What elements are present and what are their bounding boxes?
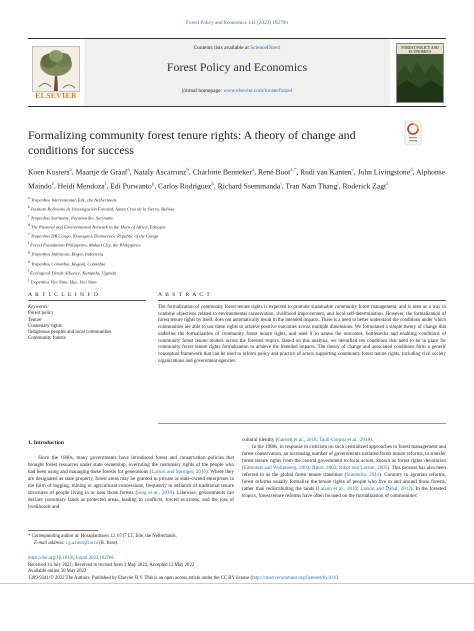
text-run: ;: [357, 486, 361, 493]
publisher-logo[interactable]: [30, 44, 78, 102]
journal-banner: [84, 39, 390, 106]
affiliation-mark: j: [28, 277, 29, 282]
text-run: ). Where they are designated as state property, forest areas may be granted to private or state-owned enterprises in the form of logging, mining or agricultural concessions, frequently in defiance of traditional tenure structures of people living in or near those forests (: [28, 469, 234, 497]
author-affiliation-mark[interactable]: a,*: [290, 168, 297, 173]
doi-link[interactable]: https://doi.org/10.1016/j.forpol.2022.102766: [28, 556, 114, 561]
homepage-line: [84, 88, 390, 94]
copyright-line: [28, 576, 448, 583]
citation-link[interactable]: Ribot, 2003: [312, 465, 337, 472]
paragraph: [28, 455, 234, 511]
author-affiliation-mark[interactable]: f: [104, 181, 107, 187]
copyright-prefix: 1389-9341/© 2022 The Authors. Published by Elsevier B.V. This is an open access article under the CC BY license (: [28, 575, 253, 581]
affiliation-item: [28, 195, 448, 204]
affiliation-item: [28, 268, 448, 277]
section-heading-introduction: 1. Introduction: [28, 440, 64, 446]
text-run: ). Likewise, governments can declare customary lands as protected areas, leading to conflicts, forced evictions, and the loss of livelihoods and: [28, 490, 234, 511]
author-separator: ,: [188, 167, 193, 177]
author-affiliation-mark[interactable]: a: [127, 168, 130, 173]
affiliation-mark: f: [28, 241, 29, 246]
text-run: cultural identity (: [242, 437, 278, 443]
copyright-suffix: ).: [336, 575, 339, 581]
author-name[interactable]: John Livingstone: [357, 167, 411, 177]
citation-link[interactable]: Larson and Dahal, 2012: [360, 486, 411, 493]
email-link[interactable]: r.g.a.boot@nu.nl: [65, 540, 98, 546]
affiliation-item: [28, 204, 448, 213]
affiliation-mark: b: [28, 205, 30, 210]
affiliation-mark: c: [28, 214, 30, 219]
elsevier-tree-icon: [32, 46, 80, 92]
affiliation-item: [28, 240, 448, 249]
corresponding-author-note: * Corresponding author at: Horaplantsoen 12, 6717 LT, Ede, the Netherlands.: [28, 534, 177, 539]
keyword-item: Forest policy: [28, 311, 54, 317]
author-separator: ,: [296, 167, 301, 177]
author-separator: ,: [129, 167, 134, 177]
affiliation-text: Tropenbos International, Ede, the Netherlands: [30, 197, 117, 203]
affiliation-mark: a: [28, 196, 30, 200]
journal-title[interactable]: Forest Policy and Economics: [166, 60, 308, 74]
bottom-rule: [0, 583, 474, 584]
citation-link[interactable]: Garnett et al., 2018: [277, 437, 317, 443]
author-name[interactable]: Tran Nam Thang: [285, 181, 338, 191]
text-run: ). In the forested tropics, forest tenure reforms have often focused on the formalization of communities': [242, 486, 446, 500]
publisher-name: ELSEVIER: [35, 91, 77, 100]
author-name[interactable]: Charlotte Benneker: [192, 167, 252, 177]
author-affiliation-mark[interactable]: g: [151, 181, 155, 187]
author-affiliation-mark[interactable]: a: [251, 168, 255, 173]
author-name[interactable]: Richard Ssemmanda: [217, 181, 281, 191]
keyword-item: Tenure: [28, 317, 42, 323]
citation-link[interactable]: Tauli-Corpuz et al., 2018: [319, 437, 371, 443]
abstract-rule: [158, 300, 446, 301]
author-separator: ,: [213, 181, 218, 191]
affiliation-item: [28, 277, 448, 286]
author-affiliation-mark[interactable]: h: [211, 181, 214, 187]
text-run: ;: [316, 437, 320, 443]
author-affiliation-mark[interactable]: e: [51, 181, 54, 187]
footnote-rule: [28, 530, 98, 531]
publication-details: [28, 556, 448, 582]
author-affiliation-mark[interactable]: d: [410, 168, 413, 173]
author-name[interactable]: Edi Purwanto: [110, 181, 152, 191]
homepage-prefix: journal homepage:: [181, 88, 224, 94]
email-suffix: (R. Boot).: [97, 540, 119, 546]
keywords-title: Keywords:: [28, 305, 50, 310]
author-separator: ,: [353, 167, 358, 177]
abstract-end-rule: [158, 423, 446, 424]
author-name[interactable]: Roderick Zagt: [342, 181, 387, 191]
affiliation-text: Ecological Trends Alliance, Kampala, Uganda: [30, 270, 117, 276]
check-for-updates-icon[interactable]: [404, 120, 422, 146]
author-separator: ,: [338, 181, 343, 191]
journal-cover-thumbnail[interactable]: [396, 43, 444, 103]
affiliation-mark: g: [28, 250, 30, 255]
author-affiliation-mark[interactable]: c: [351, 168, 354, 173]
paragraph: [242, 437, 446, 444]
sciencedirect-link[interactable]: ScienceDirect: [250, 45, 281, 51]
affiliation-text: The Pastoral and Environmental Network in the Horn of Africa, Ethiopia: [30, 224, 166, 230]
author-separator: ,: [154, 181, 159, 191]
contents-prefix: Contents lists available at: [193, 45, 251, 51]
keyword-list: [28, 311, 146, 342]
homepage-link[interactable]: www.elsevier.com/locate/forpol: [223, 88, 293, 94]
journal-reference[interactable]: Forest Policy and Economics 141 (2022) 102766: [186, 20, 288, 26]
author-name[interactable]: Nataly Ascarrunz: [133, 167, 187, 177]
author-separator: ,: [106, 181, 111, 191]
affiliation-text: Tropenbos Colombia, Bogotá, Colombia: [30, 261, 106, 267]
footnote: [28, 534, 328, 547]
article-title: Formalizing community forest tenure rights: A theory of change and conditions for success: [28, 128, 356, 157]
article-info-label: A R T I C L E I N F O: [28, 292, 99, 298]
abstract-text: The formalization of community forest tenure rights is expected to promote sustainable community forest management, and is seen as a way to combine objectives related to environmental conservation, livelihood improvement, and local self-determination. However, the formalization of forest tenure rights by itself, does not automatically result in the intended impacts. There is a need to better understand the conditions under which communities are able to use these rights to achieve positive outcomes across multiple dimensions. We formulated a simple theory of change that underlies the formalization of community forest tenure rights, and used it to assess the outcomes, bottlenecks and enabling conditions of community forest tenure models across the forested tropics. Based on this analysis, we identified ten conditions that need to be in place for community forest tenure rights formalization to achieve the intended impacts. The theory of change and associated conditions form a generic conceptual framework that can be used to inform policy and practice of actors supporting community forest tenure rights, including civil society organizations and government agencies.: [158, 305, 446, 364]
author-name[interactable]: Maartje de Graaf: [75, 167, 128, 177]
author-separator: ,: [412, 167, 416, 177]
keyword-item: Customary rights: [28, 323, 62, 329]
cover-forest-icon: [397, 44, 443, 102]
keyword-item: Indigenous peoples and local communities: [28, 330, 112, 336]
contents-line: [84, 45, 390, 51]
cover-title: FOREST POLICY AND ECONOMICS: [401, 46, 439, 54]
citation-link[interactable]: Sunderlin, 2011: [346, 472, 380, 479]
article-info-rule: [28, 300, 146, 301]
text-run: ).: [370, 437, 374, 443]
affiliation-item: [28, 222, 448, 231]
text-run: Since the 1800s, many governments have introduced forest and conservation policies that brought forest resources under state ownership, overruling the customary rights of the people who had been using and managing these forests for generations (: [28, 455, 234, 476]
received-dates: Received 14 July 2021; Received in revised form 3 May 2022; Accepted 12 May 2022: [28, 562, 195, 568]
author-name[interactable]: Koen Kusters: [28, 167, 70, 177]
citation-link[interactable]: Larson and Springer, 2016: [151, 469, 206, 476]
keyword-item: Community forests: [28, 336, 66, 342]
author-name[interactable]: Heidi Mendoza: [57, 181, 105, 191]
author-name[interactable]: Alphonse Maindo: [28, 167, 446, 191]
affiliation-mark: e: [28, 232, 30, 237]
affiliation-text: Instituto Boliviano de Investigación Forestal, Santa Cruz de la Sierra, Bolivia: [30, 206, 175, 212]
citation-link[interactable]: Larson et al., 2010: [317, 486, 358, 493]
keywords-block: [28, 305, 146, 343]
email-line: [28, 541, 328, 548]
author-list: [28, 165, 448, 192]
text-run: In the 1980s, in response to criticism on such centralized approaches to forest management and forest conservation, an increasing number of governments initiated forest tenure reforms, to transfer forest tenure rights from the central government to local actors, known as forest rights devolution (: [242, 444, 446, 472]
author-affiliation-mark[interactable]: a: [69, 168, 72, 173]
text-run: ). This process has also been referred to as the global forest tenure transition (: [242, 465, 446, 479]
affiliation-item: [28, 249, 448, 258]
affiliation-text: Tropenbos Viet Nam, Hue, Viet Nam: [30, 279, 97, 285]
author-separator: ,: [71, 167, 76, 177]
email-label: E-mail address:: [34, 540, 66, 546]
intro-left-column: [28, 455, 234, 511]
affiliation-item: [28, 231, 448, 240]
author-name[interactable]: Carlos Rodríguez: [158, 181, 212, 191]
affiliation-item: [28, 213, 448, 222]
author-name[interactable]: René Boot: [258, 167, 291, 177]
author-separator: ,: [53, 181, 58, 191]
text-run: ;: [309, 465, 313, 472]
author-affiliation-mark[interactable]: a: [386, 181, 389, 187]
affiliation-mark: d: [28, 223, 30, 228]
affiliation-text: Tropenbos Suriname, Paramaribo, Suriname: [30, 215, 114, 221]
affiliation-item: [28, 259, 448, 268]
author-separator: ,: [281, 181, 286, 191]
author-separator: ,: [254, 167, 258, 177]
author-affiliation-mark[interactable]: b: [186, 168, 189, 173]
affiliation-mark: i: [28, 268, 29, 273]
citation-link[interactable]: Ribot and Larson, 2005: [339, 465, 388, 472]
affiliation-text: Forest Foundation Philippines, Makati City, the Philippines: [30, 242, 141, 248]
author-name[interactable]: Rudi van Kanten: [300, 167, 352, 177]
affiliation-list: [28, 195, 448, 286]
journal-masthead: [28, 38, 446, 107]
affiliation-text: Tropenbos Indonesia, Bogor, Indonesia: [30, 252, 104, 257]
abstract-label: A B S T R A C T: [158, 292, 211, 298]
citation-link[interactable]: Sing et al., 2016: [137, 490, 173, 497]
paragraph: [242, 444, 446, 500]
available-online: Available online 30 May 2022: [28, 569, 87, 574]
affiliation-text: Tropenbos DR Congo, Kisangani, Democratic Republic of the Congo: [30, 233, 159, 239]
text-run: ;: [336, 465, 339, 472]
text-run: ). Contrary to agrarian reforms, forest reforms usually formalize the tenure rights of people who live in and around those forests, rather than redistributing the lands (: [242, 472, 446, 493]
affiliation-mark: h: [28, 259, 30, 264]
intro-right-column: [242, 437, 446, 500]
author-affiliation-mark[interactable]: i: [280, 181, 282, 187]
author-affiliation-mark[interactable]: j: [337, 181, 339, 187]
license-link[interactable]: http://creativecommons.org/licenses/by/4.0/: [252, 575, 337, 581]
citation-link[interactable]: Edmunds and Wollenberg, 2003: [243, 465, 310, 472]
